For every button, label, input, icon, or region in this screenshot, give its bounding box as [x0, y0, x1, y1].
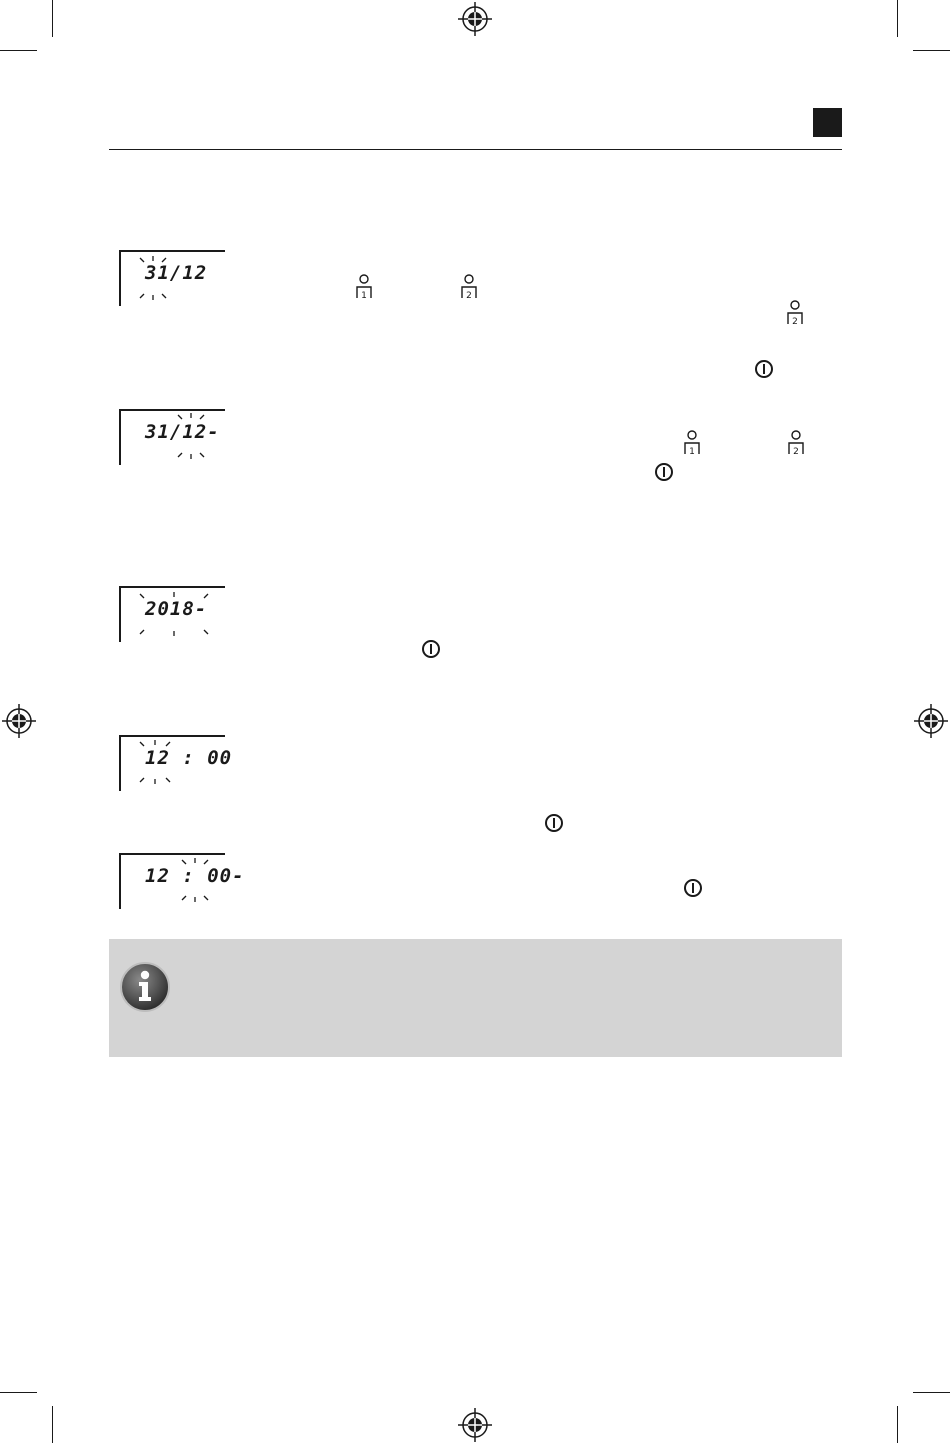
svg-text:2: 2 — [792, 317, 798, 326]
lcd-display-hour — [119, 735, 233, 791]
trim-mark — [913, 1392, 950, 1393]
power-icon — [544, 813, 564, 833]
user-1-icon — [355, 274, 373, 300]
trim-mark — [0, 1392, 37, 1393]
trim-mark — [913, 50, 950, 51]
blink-rays — [177, 858, 217, 902]
power-icon — [654, 462, 674, 482]
user-1-icon — [683, 430, 701, 456]
info-box — [109, 939, 842, 1057]
trim-mark — [897, 0, 898, 37]
header-rule — [109, 149, 842, 150]
blink-rays — [135, 256, 175, 300]
lcd-text: 31/12 — [145, 262, 208, 284]
power-icon — [683, 878, 703, 898]
trim-mark — [52, 1406, 53, 1443]
svg-text:2: 2 — [793, 447, 799, 456]
blink-rays — [173, 413, 213, 459]
registration-mark-icon — [458, 2, 492, 36]
svg-text:1: 1 — [689, 447, 695, 456]
blink-rays — [135, 740, 175, 784]
trim-mark — [0, 50, 37, 51]
trim-mark — [52, 0, 53, 37]
info-icon — [119, 961, 171, 1013]
registration-mark-icon — [458, 1408, 492, 1442]
lcd-text: 12 : 00 — [145, 747, 233, 769]
lcd-text: 12 : 00- — [145, 865, 245, 887]
section-tab — [813, 108, 842, 137]
registration-mark-icon — [914, 704, 948, 738]
svg-text:2: 2 — [466, 291, 472, 300]
registration-mark-icon — [2, 704, 36, 738]
lcd-display-year — [119, 586, 229, 642]
trim-mark — [897, 1406, 898, 1443]
lcd-text: 2018- — [145, 598, 208, 620]
lcd-display-date — [119, 250, 229, 306]
user-2-icon — [786, 300, 804, 326]
lcd-display-minute — [119, 853, 245, 909]
svg-text:1: 1 — [361, 291, 367, 300]
power-icon — [421, 639, 441, 659]
lcd-display-month — [119, 409, 229, 465]
user-2-icon — [787, 430, 805, 456]
blink-rays — [137, 592, 213, 636]
power-icon — [754, 359, 774, 379]
lcd-text: 31/12- — [145, 421, 220, 443]
user-2-icon — [460, 274, 478, 300]
